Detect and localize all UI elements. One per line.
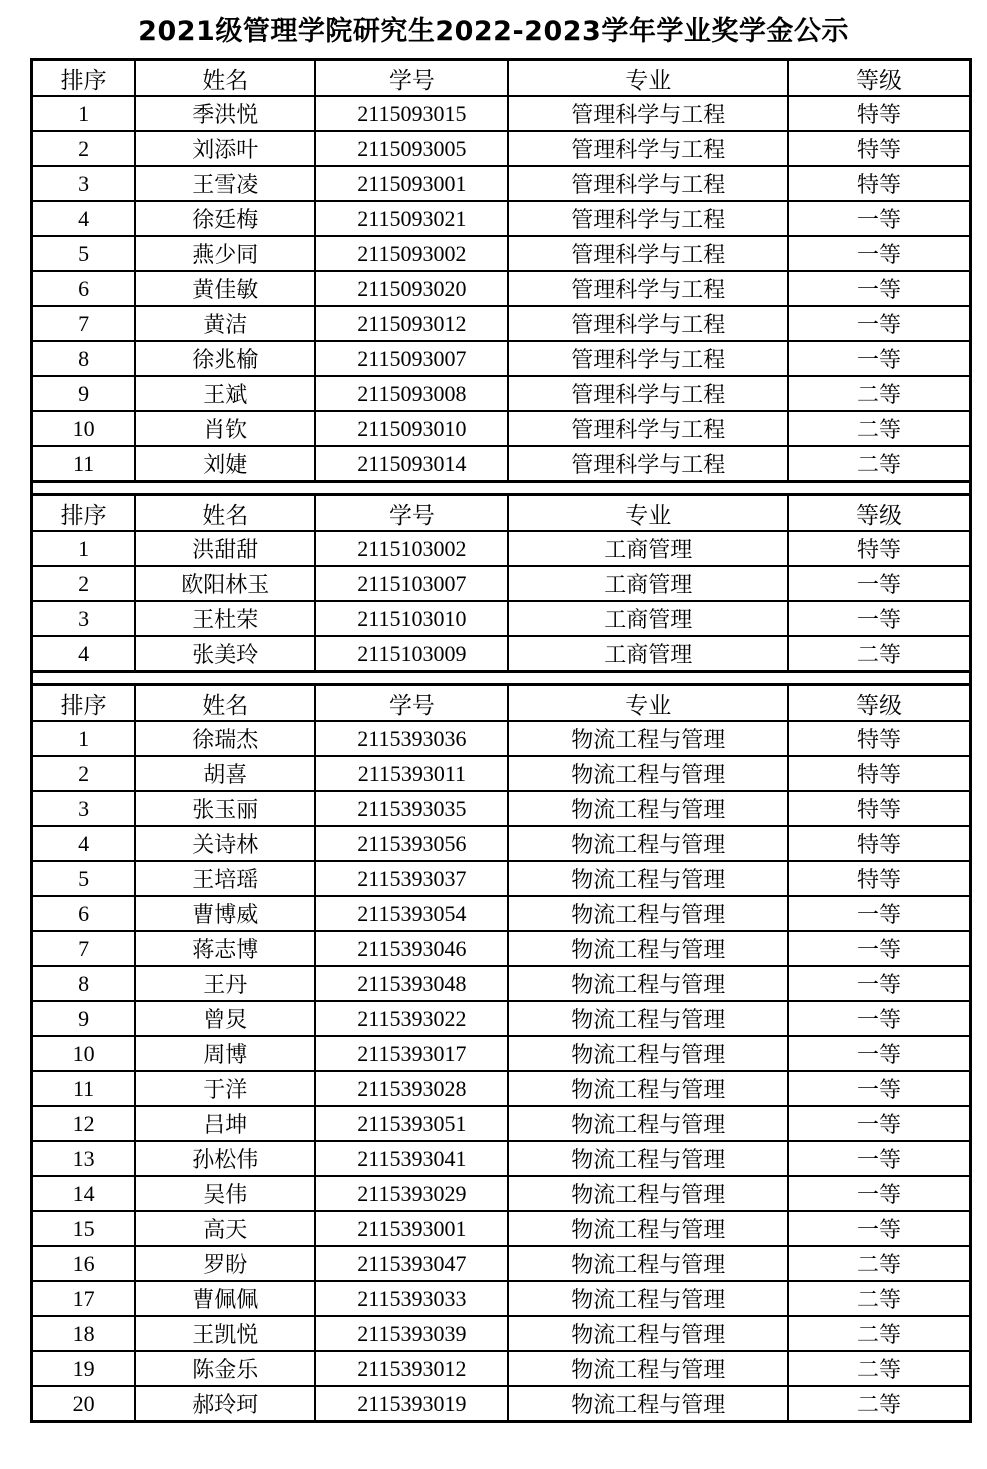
grade-cell: 特等 [788,166,971,201]
major-cell: 管理科学与工程 [508,306,787,341]
rank-cell: 16 [32,1246,136,1281]
student-id-cell: 2115393046 [315,931,508,966]
rank-cell: 15 [32,1211,136,1246]
student-id-cell: 2115093015 [315,96,508,131]
grade-cell: 特等 [788,756,971,791]
rank-cell: 11 [32,1071,136,1106]
major-cell: 管理科学与工程 [508,446,787,482]
grade-cell: 特等 [788,861,971,896]
rank-cell: 10 [32,411,136,446]
rank-cell: 17 [32,1281,136,1316]
name-cell: 孙松伟 [135,1141,315,1176]
rank-cell: 1 [32,721,136,756]
table-row [32,236,971,271]
name-cell: 胡喜 [135,756,315,791]
name-cell: 于洋 [135,1071,315,1106]
rank-cell: 9 [32,376,136,411]
major-cell: 工商管理 [508,636,787,672]
grade-cell: 特等 [788,96,971,131]
grade-cell: 一等 [788,1001,971,1036]
grade-cell: 二等 [788,1351,971,1386]
table-row [32,1176,971,1211]
rank-cell: 12 [32,1106,136,1141]
student-id-cell: 2115393017 [315,1036,508,1071]
major-cell: 管理科学与工程 [508,376,787,411]
award-table-business-administration [30,493,972,673]
name-cell: 王斌 [135,376,315,411]
column-header-rank: 排序 [32,60,136,97]
student-id-cell: 2115393029 [315,1176,508,1211]
name-cell: 徐瑞杰 [135,721,315,756]
table-row [32,636,971,672]
grade-cell: 二等 [788,1316,971,1351]
table-spacer [30,673,972,683]
student-id-cell: 2115393019 [315,1386,508,1422]
name-cell: 陈金乐 [135,1351,315,1386]
table-row [32,376,971,411]
table-row [32,721,971,756]
student-id-cell: 2115103007 [315,566,508,601]
table-spacer [30,483,972,493]
name-cell: 黄洁 [135,306,315,341]
student-id-cell: 2115103010 [315,601,508,636]
name-cell: 徐廷梅 [135,201,315,236]
name-cell: 王丹 [135,966,315,1001]
column-header-major: 专业 [508,60,787,97]
name-cell: 刘婕 [135,446,315,482]
name-cell: 王杜荣 [135,601,315,636]
grade-cell: 特等 [788,791,971,826]
rank-cell: 6 [32,896,136,931]
header-row [32,685,971,722]
rank-cell: 4 [32,201,136,236]
table-row [32,1211,971,1246]
student-id-cell: 2115393039 [315,1316,508,1351]
table-row [32,1071,971,1106]
column-header-student-id: 学号 [315,60,508,97]
student-id-cell: 2115393037 [315,861,508,896]
rank-cell: 1 [32,531,136,566]
table-row [32,931,971,966]
major-cell: 物流工程与管理 [508,1141,787,1176]
name-cell: 郝玲珂 [135,1386,315,1422]
student-id-cell: 2115093002 [315,236,508,271]
column-header-grade: 等级 [788,495,971,532]
column-header-student-id: 学号 [315,685,508,722]
column-header-rank: 排序 [32,495,136,532]
major-cell: 物流工程与管理 [508,1351,787,1386]
major-cell: 物流工程与管理 [508,826,787,861]
table-row [32,756,971,791]
major-cell: 物流工程与管理 [508,756,787,791]
table-row [32,341,971,376]
column-header-grade: 等级 [788,60,971,97]
column-header-rank: 排序 [32,685,136,722]
name-cell: 吕坤 [135,1106,315,1141]
student-id-cell: 2115393047 [315,1246,508,1281]
grade-cell: 一等 [788,966,971,1001]
name-cell: 刘添叶 [135,131,315,166]
student-id-cell: 2115393056 [315,826,508,861]
table-row [32,861,971,896]
table-row [32,1001,971,1036]
table-row [32,826,971,861]
table-row [32,201,971,236]
table-row [32,966,971,1001]
rank-cell: 19 [32,1351,136,1386]
grade-cell: 一等 [788,931,971,966]
student-id-cell: 2115093001 [315,166,508,201]
name-cell: 肖钦 [135,411,315,446]
grade-cell: 二等 [788,411,971,446]
major-cell: 管理科学与工程 [508,236,787,271]
grade-cell: 一等 [788,1071,971,1106]
student-id-cell: 2115103009 [315,636,508,672]
grade-cell: 一等 [788,896,971,931]
name-cell: 高天 [135,1211,315,1246]
student-id-cell: 2115393022 [315,1001,508,1036]
student-id-cell: 2115093005 [315,131,508,166]
table-row [32,166,971,201]
grade-cell: 一等 [788,1176,971,1211]
student-id-cell: 2115093007 [315,341,508,376]
major-cell: 工商管理 [508,531,787,566]
header-row [32,495,971,532]
rank-cell: 2 [32,131,136,166]
table-row [32,601,971,636]
student-id-cell: 2115393054 [315,896,508,931]
major-cell: 物流工程与管理 [508,721,787,756]
major-cell: 物流工程与管理 [508,1386,787,1422]
name-cell: 季洪悦 [135,96,315,131]
column-header-name: 姓名 [135,495,315,532]
student-id-cell: 2115393035 [315,791,508,826]
student-id-cell: 2115093010 [315,411,508,446]
student-id-cell: 2115393011 [315,756,508,791]
rank-cell: 18 [32,1316,136,1351]
major-cell: 工商管理 [508,601,787,636]
rank-cell: 13 [32,1141,136,1176]
grade-cell: 一等 [788,601,971,636]
name-cell: 徐兆榆 [135,341,315,376]
column-header-major: 专业 [508,685,787,722]
name-cell: 张美玲 [135,636,315,672]
name-cell: 王雪凌 [135,166,315,201]
grade-cell: 一等 [788,1106,971,1141]
table-row [32,1036,971,1071]
major-cell: 物流工程与管理 [508,1071,787,1106]
major-cell: 管理科学与工程 [508,341,787,376]
grade-cell: 特等 [788,721,971,756]
major-cell: 工商管理 [508,566,787,601]
column-header-student-id: 学号 [315,495,508,532]
name-cell: 周博 [135,1036,315,1071]
column-header-name: 姓名 [135,685,315,722]
table-row [32,566,971,601]
table-row [32,1316,971,1351]
grade-cell: 特等 [788,531,971,566]
name-cell: 张玉丽 [135,791,315,826]
table-row [32,131,971,166]
table-row [32,896,971,931]
name-cell: 黄佳敏 [135,271,315,306]
name-cell: 曹博威 [135,896,315,931]
major-cell: 物流工程与管理 [508,966,787,1001]
column-header-grade: 等级 [788,685,971,722]
table-row [32,1141,971,1176]
grade-cell: 一等 [788,201,971,236]
rank-cell: 10 [32,1036,136,1071]
column-header-name: 姓名 [135,60,315,97]
name-cell: 关诗林 [135,826,315,861]
student-id-cell: 2115093021 [315,201,508,236]
student-id-cell: 2115393051 [315,1106,508,1141]
student-id-cell: 2115393036 [315,721,508,756]
grade-cell: 一等 [788,1211,971,1246]
table-row [32,96,971,131]
grade-cell: 一等 [788,341,971,376]
rank-cell: 2 [32,566,136,601]
rank-cell: 3 [32,601,136,636]
table-row [32,1386,971,1422]
major-cell: 管理科学与工程 [508,271,787,306]
name-cell: 曾炅 [135,1001,315,1036]
rank-cell: 4 [32,636,136,672]
rank-cell: 3 [32,791,136,826]
rank-cell: 7 [32,306,136,341]
table-row [32,271,971,306]
major-cell: 物流工程与管理 [508,1036,787,1071]
major-cell: 管理科学与工程 [508,166,787,201]
major-cell: 物流工程与管理 [508,896,787,931]
name-cell: 王培瑶 [135,861,315,896]
table-row [32,791,971,826]
major-cell: 物流工程与管理 [508,1316,787,1351]
header-row [32,60,971,97]
major-cell: 物流工程与管理 [508,1106,787,1141]
rank-cell: 9 [32,1001,136,1036]
rank-cell: 4 [32,826,136,861]
table-row [32,1281,971,1316]
rank-cell: 11 [32,446,136,482]
rank-cell: 2 [32,756,136,791]
name-cell: 曹佩佩 [135,1281,315,1316]
rank-cell: 5 [32,236,136,271]
student-id-cell: 2115393028 [315,1071,508,1106]
major-cell: 物流工程与管理 [508,1176,787,1211]
rank-cell: 6 [32,271,136,306]
student-id-cell: 2115393048 [315,966,508,1001]
grade-cell: 二等 [788,1246,971,1281]
rank-cell: 14 [32,1176,136,1211]
grade-cell: 一等 [788,1036,971,1071]
major-cell: 物流工程与管理 [508,931,787,966]
grade-cell: 一等 [788,566,971,601]
name-cell: 罗盼 [135,1246,315,1281]
grade-cell: 二等 [788,446,971,482]
student-id-cell: 2115093012 [315,306,508,341]
student-id-cell: 2115393012 [315,1351,508,1386]
major-cell: 物流工程与管理 [508,861,787,896]
major-cell: 物流工程与管理 [508,791,787,826]
rank-cell: 5 [32,861,136,896]
grade-cell: 特等 [788,131,971,166]
major-cell: 管理科学与工程 [508,131,787,166]
name-cell: 燕少同 [135,236,315,271]
student-id-cell: 2115093014 [315,446,508,482]
major-cell: 物流工程与管理 [508,1211,787,1246]
table-row [32,411,971,446]
rank-cell: 3 [32,166,136,201]
page-title: 2021级管理学院研究生2022-2023学年学业奖学金公示 [138,16,849,47]
grade-cell: 一等 [788,236,971,271]
table-row [32,1351,971,1386]
name-cell: 王凯悦 [135,1316,315,1351]
column-header-major: 专业 [508,495,787,532]
award-table-logistics-engineering-management [30,683,972,1423]
major-cell: 物流工程与管理 [508,1001,787,1036]
name-cell: 欧阳林玉 [135,566,315,601]
rank-cell: 8 [32,966,136,1001]
grade-cell: 二等 [788,1386,971,1422]
table-row [32,1106,971,1141]
grade-cell: 一等 [788,1141,971,1176]
major-cell: 物流工程与管理 [508,1281,787,1316]
major-cell: 管理科学与工程 [508,96,787,131]
name-cell: 吴伟 [135,1176,315,1211]
table-row [32,446,971,482]
rank-cell: 8 [32,341,136,376]
grade-cell: 一等 [788,306,971,341]
student-id-cell: 2115393033 [315,1281,508,1316]
student-id-cell: 2115393001 [315,1211,508,1246]
major-cell: 管理科学与工程 [508,411,787,446]
student-id-cell: 2115093020 [315,271,508,306]
name-cell: 洪甜甜 [135,531,315,566]
table-row [32,1246,971,1281]
rank-cell: 1 [32,96,136,131]
tables-container [30,58,972,1423]
student-id-cell: 2115103002 [315,531,508,566]
grade-cell: 二等 [788,636,971,672]
award-table-management-science-engineering [30,58,972,483]
grade-cell: 一等 [788,271,971,306]
table-row [32,306,971,341]
major-cell: 物流工程与管理 [508,1246,787,1281]
grade-cell: 二等 [788,376,971,411]
student-id-cell: 2115093008 [315,376,508,411]
rank-cell: 7 [32,931,136,966]
grade-cell: 特等 [788,826,971,861]
rank-cell: 20 [32,1386,136,1422]
name-cell: 蒋志博 [135,931,315,966]
grade-cell: 二等 [788,1281,971,1316]
table-row [32,531,971,566]
student-id-cell: 2115393041 [315,1141,508,1176]
major-cell: 管理科学与工程 [508,201,787,236]
